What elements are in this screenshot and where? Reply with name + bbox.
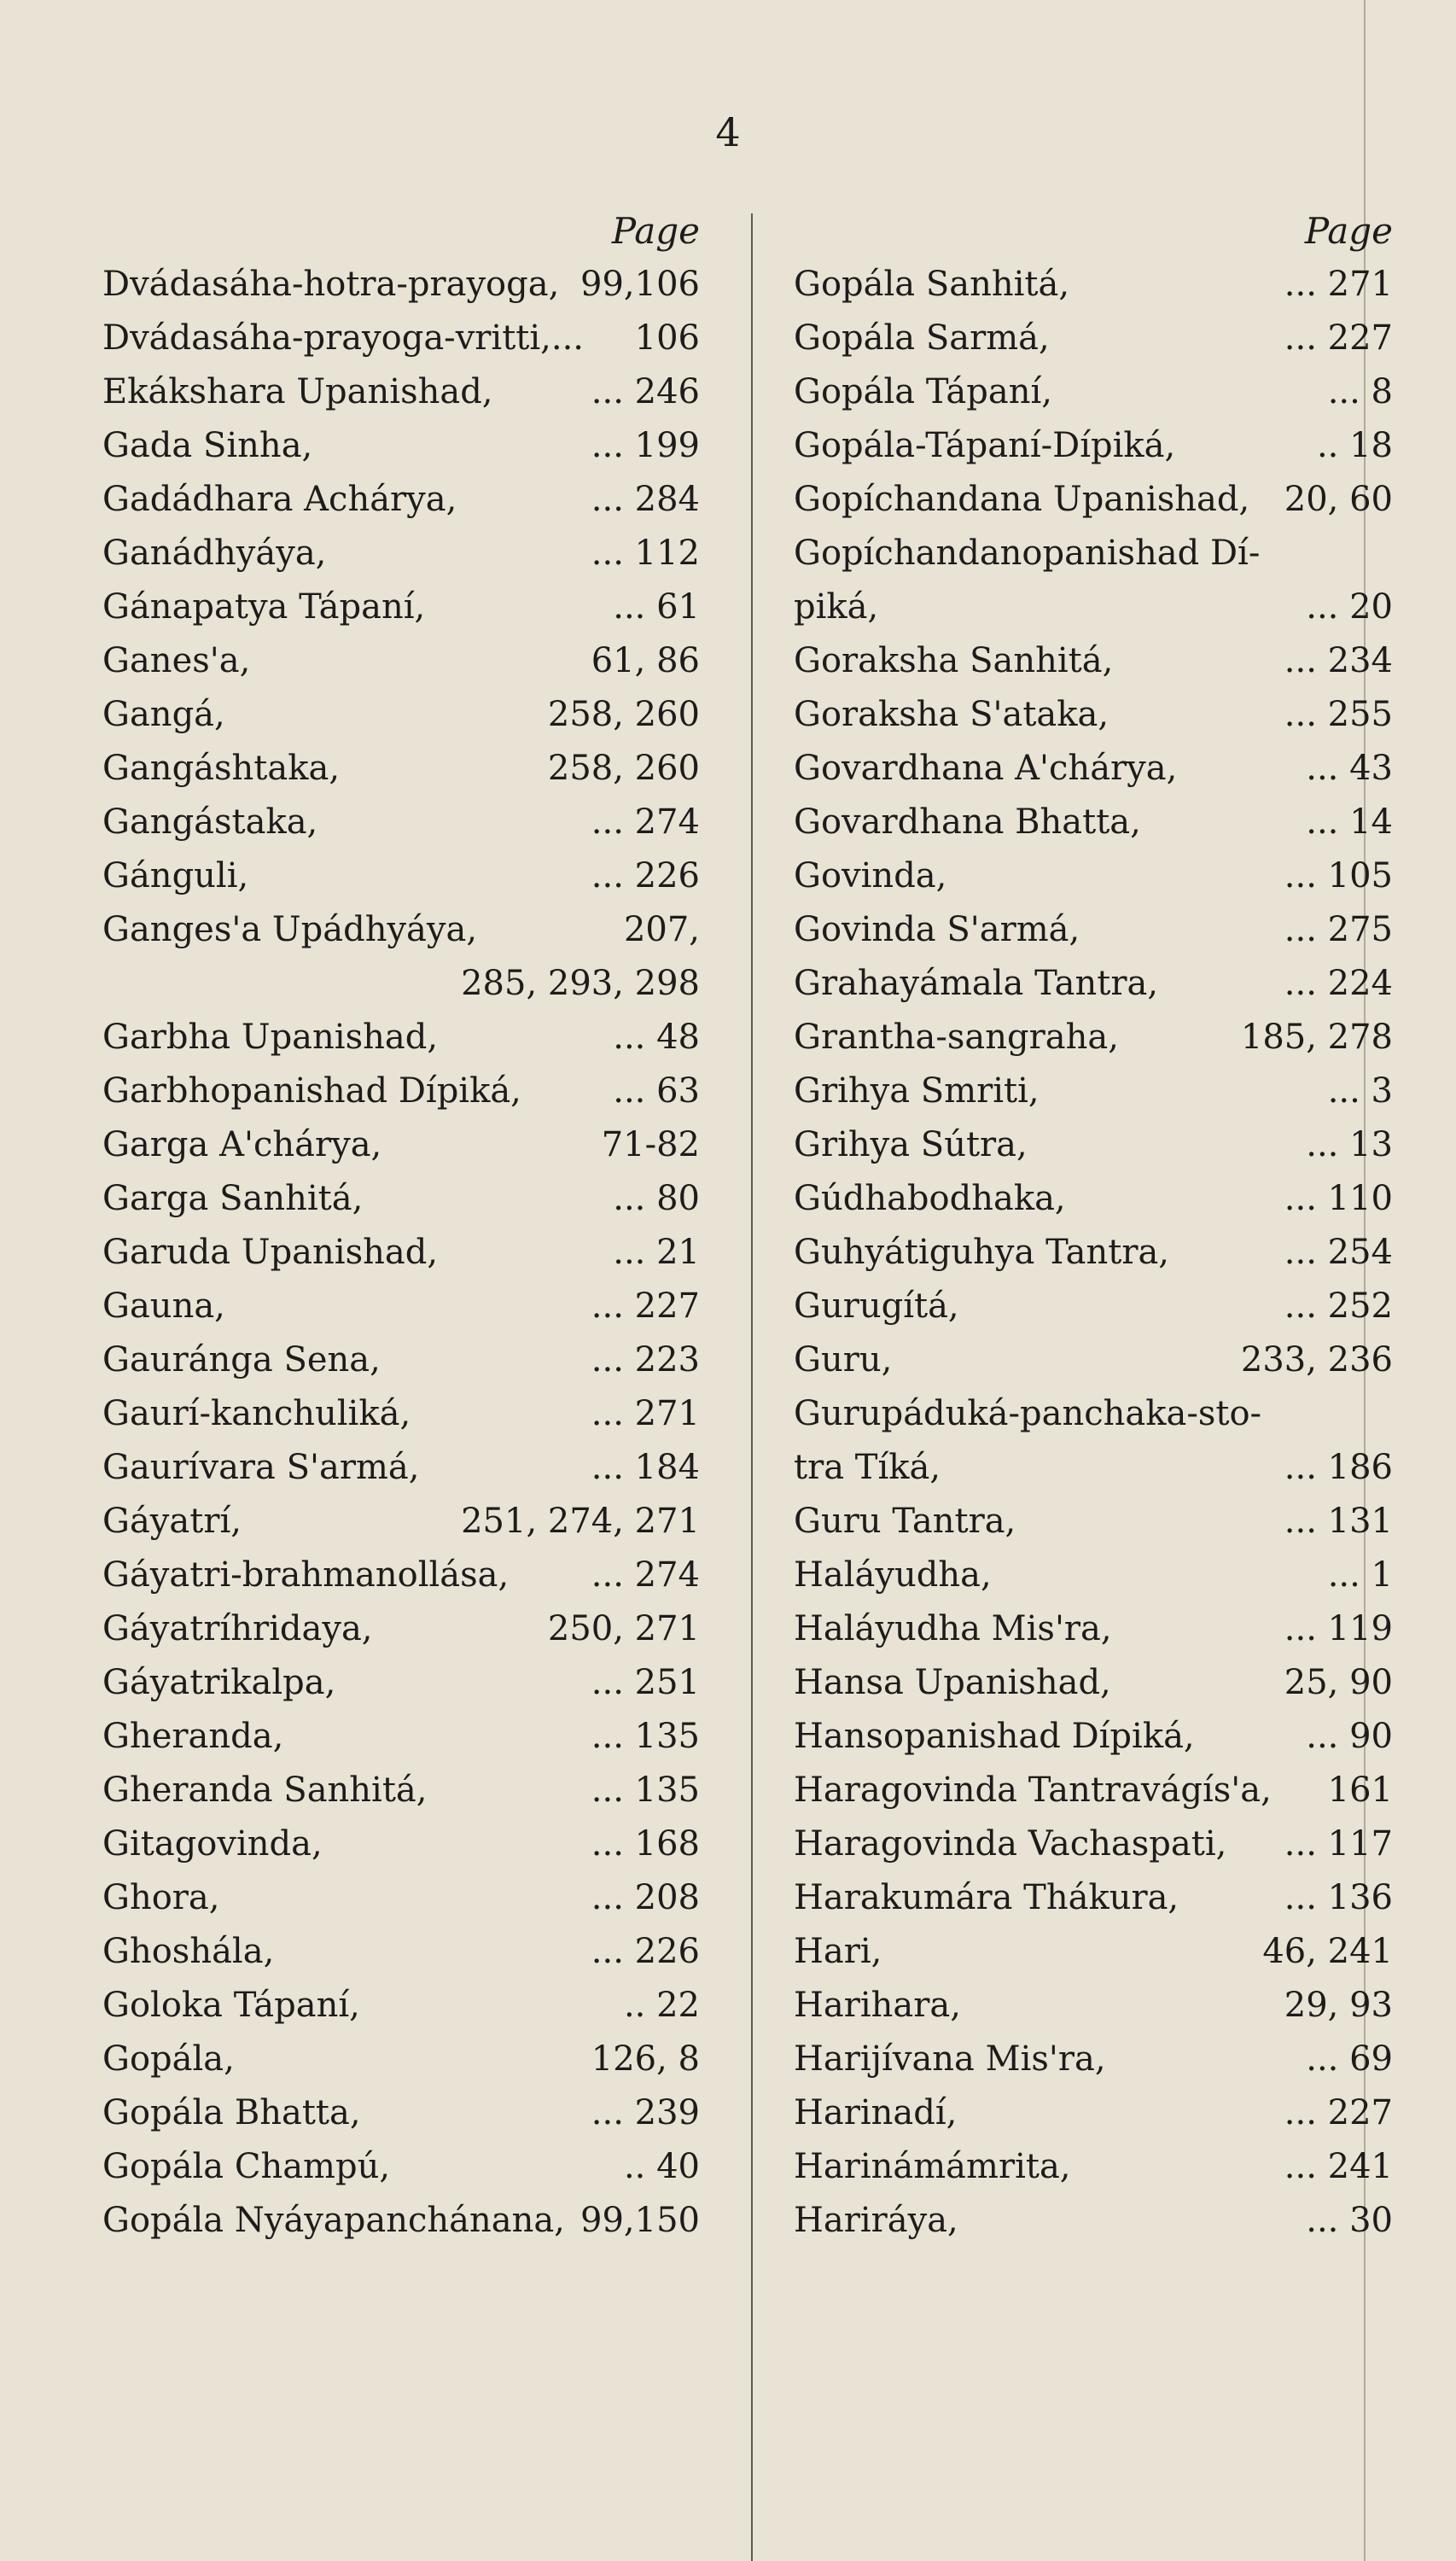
index-entry [794, 1280, 1393, 1333]
index-entry-name: Gada Sinha, [102, 426, 313, 465]
index-entry-pages: ... 227 [591, 1286, 700, 1326]
index-entry-name: Harihara, [794, 1986, 961, 2025]
index-entry-name: Govinda, [794, 856, 947, 895]
index-entry [794, 1172, 1393, 1226]
index-entry-name: Gopíchandana Upanishad, [794, 480, 1250, 519]
index-entry-pages: ... 135 [591, 1771, 700, 1810]
index-entry-name: Haragovinda Tantravágís'a, [794, 1771, 1272, 1810]
index-entry-pages: ... 30 [1306, 2201, 1393, 2240]
index-entry [794, 742, 1393, 796]
index-entry-pages: 258, 260 [547, 695, 700, 734]
index-entry-name: Harinámámrita, [794, 2147, 1071, 2186]
index-entry-name: Gopála, [102, 2039, 235, 2079]
index-entry [102, 1710, 700, 1764]
index-entry-name: Gáyatrikalpa, [102, 1663, 336, 1702]
index-entry-name: Haláyudha, [794, 1555, 992, 1595]
index-entry-name: Gopíchandanopanishad Dí- [794, 534, 1261, 573]
index-entry [102, 1549, 700, 1602]
index-entry-pages: 251, 274, 271 [461, 1502, 700, 1541]
index-entry-name: Gurupáduká-panchaka-sto- [794, 1394, 1262, 1433]
index-entry-pages: ... 3 [1327, 1071, 1393, 1111]
index-entry-pages: ... 252 [1284, 1286, 1393, 1326]
index-entry-name: Ganádhyáya, [102, 534, 327, 573]
index-entry-pages: ... 8 [1327, 372, 1393, 411]
index-entry-name: Goraksha Sanhitá, [794, 641, 1114, 680]
index-entry-name: Garga A'chárya, [102, 1125, 382, 1164]
index-entry-name: Hansa Upanishad, [794, 1663, 1111, 1702]
index-entry-name: Gurugítá, [794, 1286, 959, 1326]
index-entry-name: Guru Tantra, [794, 1502, 1016, 1541]
index-entry-pages: ... 224 [1284, 964, 1393, 1003]
index-entry-pages: ... 14 [1306, 802, 1393, 842]
index-entry-pages: ... 199 [591, 426, 700, 465]
index-entry-name: Hari, [794, 1932, 882, 1971]
index-entry [794, 1979, 1393, 2033]
index-entry-pages: ... 135 [591, 1717, 700, 1756]
index-entry [794, 1495, 1393, 1549]
index-entry-name: Gitagovinda, [102, 1824, 323, 1864]
index-entry-name: Goloka Tápaní, [102, 1986, 360, 2025]
index-entry-name: Gauna, [102, 1286, 225, 1326]
index-entry-pages: ... 251 [591, 1663, 700, 1702]
index-entry [794, 2140, 1393, 2194]
index-entry-name: Gáyatrí, [102, 1502, 242, 1541]
index-entry [102, 1387, 700, 1441]
index-entry [794, 1871, 1393, 1925]
index-entry [794, 1011, 1393, 1065]
index-entry [102, 1656, 700, 1710]
index-entry [102, 742, 700, 796]
index-entry-name: Gaurí-kanchuliká, [102, 1394, 411, 1433]
index-entry [794, 312, 1393, 365]
index-entry-name: Govardhana Bhatta, [794, 802, 1141, 842]
index-entry [794, 1925, 1393, 1979]
index-entry-pages: 258, 260 [547, 749, 700, 788]
index-entry [794, 957, 1393, 1011]
index-entry-name: Ganges'a Upádhyáya, [102, 910, 478, 949]
index-entry-name: Gáyatri-brahmanollása, [102, 1555, 510, 1595]
index-entry [102, 258, 700, 312]
index-entry-name: Gheranda Sanhitá, [102, 1771, 428, 1810]
index-entry-name: Ekákshara Upanishad, [102, 372, 493, 411]
index-entry [102, 580, 700, 634]
index-entry-name: Guru, [794, 1340, 893, 1380]
index-entry-name: Gáyatríhridaya, [102, 1609, 373, 1648]
index-entry-pages: ... 227 [1284, 2093, 1393, 2132]
index-entry [102, 1333, 700, 1387]
index-entry-name: Garga Sanhitá, [102, 1179, 364, 1218]
index-entry [794, 258, 1393, 312]
index-entry-name: Haragovinda Vachaspati, [794, 1824, 1227, 1864]
index-entry-name: Gangáshtaka, [102, 749, 341, 788]
index-entry [794, 1710, 1393, 1764]
index-entry [794, 1602, 1393, 1656]
index-entry [102, 1495, 700, 1549]
index-entry-name: Haláyudha Mis'ra, [794, 1609, 1112, 1648]
index-entry-pages: ... 61 [613, 587, 700, 627]
index-entry-pages: ... 131 [1284, 1502, 1393, 1541]
index-entry-name: Hariráya, [794, 2201, 958, 2240]
index-entry [794, 1656, 1393, 1710]
index-entry [794, 2033, 1393, 2086]
index-entry-pages: 233, 236 [1240, 1340, 1393, 1380]
index-entry-name: Harakumára Thákura, [794, 1878, 1179, 1917]
index-entry [794, 1065, 1393, 1118]
index-entry [102, 1871, 700, 1925]
index-entry-name: Gauránga Sena, [102, 1340, 381, 1380]
index-entry-pages: 61, 86 [591, 641, 700, 680]
index-entry [102, 1764, 700, 1817]
index-entry-name: Ganes'a, [102, 641, 251, 680]
index-entry [794, 1817, 1393, 1871]
index-entry-pages: 29, 93 [1284, 1986, 1393, 2025]
index-entry-pages: .. 18 [1316, 426, 1393, 465]
index-entry [794, 1226, 1393, 1280]
index-entry-pages: ... 90 [1306, 1717, 1393, 1756]
index-entry-pages: .. 22 [623, 1986, 700, 2025]
index-entry-name: Grahayámala Tantra, [794, 964, 1159, 1003]
index-entry-pages: ... 136 [1284, 1878, 1393, 1917]
index-entry [794, 688, 1393, 742]
index-entry-pages: 46, 241 [1262, 1932, 1393, 1971]
index-entry-pages: 250, 271 [547, 1609, 700, 1648]
index-entry-pages: 106 [634, 318, 700, 358]
index-entry-pages: ... 184 [591, 1448, 700, 1487]
index-entry-pages: ... 271 [591, 1394, 700, 1433]
index-entry [102, 1065, 700, 1118]
index-entry [794, 580, 1393, 634]
index-entry [102, 1441, 700, 1495]
index-entry [102, 1602, 700, 1656]
index-entry-name: Gangá, [102, 695, 225, 734]
index-entry-name: Guhyátiguhya Tantra, [794, 1233, 1170, 1272]
left-column [102, 205, 700, 2248]
index-entry [102, 527, 700, 580]
column-divider [751, 213, 753, 2561]
index-entry [102, 688, 700, 742]
index-entry-pages: 185, 278 [1240, 1018, 1393, 1057]
index-entry-pages: ... 239 [591, 2093, 700, 2132]
index-entry-pages: ... 208 [591, 1878, 700, 1917]
index-entry-name: Govinda S'armá, [794, 910, 1080, 949]
index-entry-pages: ... 274 [591, 1555, 700, 1595]
index-entry [102, 1925, 700, 1979]
index-entry-pages: ... 69 [1306, 2039, 1393, 2079]
index-entry-pages: ... 119 [1284, 1609, 1393, 1648]
index-entry [102, 2140, 700, 2194]
index-entry-pages: ... 284 [591, 480, 700, 519]
index-entry-pages: ... 246 [591, 372, 700, 411]
index-entry [102, 796, 700, 849]
index-entry [794, 796, 1393, 849]
index-entry [794, 849, 1393, 903]
index-entry-pages: ... 223 [591, 1340, 700, 1380]
index-entry [102, 1280, 700, 1333]
index-entry [102, 1817, 700, 1871]
index-entry-name: Gánguli, [102, 856, 249, 895]
index-entry-pages: ... 20 [1306, 587, 1393, 627]
index-entry-name: Grantha-sangraha, [794, 1018, 1119, 1057]
index-entry-name: Garbha Upanishad, [102, 1018, 439, 1057]
index-entry-pages: ... 168 [591, 1824, 700, 1864]
index-entry-pages: ... 254 [1284, 1233, 1393, 1272]
index-entry-name: Harijívana Mis'ra, [794, 2039, 1106, 2079]
index-entry-pages: ... 105 [1284, 856, 1393, 895]
index-entry-pages: ... 48 [613, 1018, 700, 1057]
index-entry-pages: 99,106 [580, 265, 700, 304]
index-entry [102, 849, 700, 903]
index-entry-name: Grihya Smriti, [794, 1071, 1040, 1111]
index-entry [794, 1387, 1393, 1441]
index-entry-pages: ... 110 [1284, 1179, 1393, 1218]
index-entry [794, 634, 1393, 688]
index-entry-name: Goraksha S'ataka, [794, 695, 1109, 734]
index-entry-pages: 161 [1327, 1771, 1393, 1810]
index-entry-name: Gopála Nyáyapanchánana, [102, 2201, 565, 2240]
index-entry-name: Gánapatya Tápaní, [102, 587, 426, 627]
index-entry-name: Ghoshála, [102, 1932, 275, 1971]
index-entry-pages: ... 13 [1306, 1125, 1393, 1164]
index-entry-name: Gangástaka, [102, 802, 318, 842]
index-entry-name: Grihya Sútra, [794, 1125, 1028, 1164]
index-entry [102, 419, 700, 473]
index-entry-pages: ... 63 [613, 1071, 700, 1111]
index-entry [102, 312, 700, 365]
index-entry-name: Dvádasáha-hotra-prayoga, [102, 265, 560, 304]
index-entry-pages: ... 1 [1327, 1555, 1393, 1595]
index-entry [102, 1118, 700, 1172]
index-entry-pages: 20, 60 [1284, 480, 1393, 519]
index-entry-name: piká, [794, 587, 879, 627]
index-entry-pages: ... 271 [1284, 265, 1393, 304]
index-entry-name: Gopála Sarmá, [794, 318, 1050, 358]
index-entry-pages: ... 241 [1284, 2147, 1393, 2186]
index-entry [102, 903, 700, 957]
index-entry [794, 2194, 1393, 2248]
right-column-page-header: Page [1304, 210, 1393, 252]
index-entry [794, 903, 1393, 957]
left-index-list [102, 258, 700, 2248]
index-entry-name: Gopála Tápaní, [794, 372, 1052, 411]
index-entry [102, 1011, 700, 1065]
left-column-page-header: Page [611, 210, 700, 252]
right-index-list [794, 258, 1393, 2248]
index-entry-name: Hansopanishad Dípiká, [794, 1717, 1195, 1756]
index-entry-pages: ... 274 [591, 802, 700, 842]
index-entry-name: Garbhopanishad Dípiká, [102, 1071, 521, 1111]
index-entry-pages: ... 43 [1306, 749, 1393, 788]
right-column [794, 205, 1393, 2248]
index-entry [102, 2033, 700, 2086]
index-entry-pages: ... 117 [1284, 1824, 1393, 1864]
index-entry [102, 2086, 700, 2140]
index-entry-name: Gopála-Tápaní-Dípiká, [794, 426, 1176, 465]
index-entry-name: Gopála Sanhitá, [794, 265, 1070, 304]
index-entry [102, 957, 700, 1011]
index-entry [794, 1764, 1393, 1817]
index-entry-name: Gopála Bhatta, [102, 2093, 361, 2132]
index-entry-name: tra Tíká, [794, 1448, 941, 1487]
index-entry [794, 1118, 1393, 1172]
index-entry [102, 473, 700, 527]
index-entry [794, 527, 1393, 580]
index-entry [794, 365, 1393, 419]
index-entry-name: Garuda Upanishad, [102, 1233, 439, 1272]
index-entry-name: Gheranda, [102, 1717, 284, 1756]
index-entry-name: Govardhana A'chárya, [794, 749, 1178, 788]
index-entry [102, 1172, 700, 1226]
index-entry-pages: .. 40 [623, 2147, 700, 2186]
index-entry [102, 1226, 700, 1280]
index-entry-pages: ... 226 [591, 856, 700, 895]
page-number: 4 [715, 109, 741, 155]
index-entry-pages: 99,150 [580, 2201, 700, 2240]
index-entry-pages: 207, [623, 910, 700, 949]
index-entry [102, 634, 700, 688]
index-entry [102, 365, 700, 419]
index-entry-pages: ... 234 [1284, 641, 1393, 680]
index-entry [794, 2086, 1393, 2140]
index-entry [794, 473, 1393, 527]
index-entry-pages: ... 21 [613, 1233, 700, 1272]
index-entry-pages: ... 80 [613, 1179, 700, 1218]
index-entry-name: Gadádhara Achárya, [102, 480, 457, 519]
index-entry [794, 419, 1393, 473]
index-entry-name: Ghora, [102, 1878, 220, 1917]
index-entry-pages: ... 112 [591, 534, 700, 573]
index-entry [794, 1441, 1393, 1495]
index-entry [794, 1333, 1393, 1387]
index-entry-name: Gaurívara S'armá, [102, 1448, 420, 1487]
index-entry-pages: 71-82 [601, 1125, 700, 1164]
index-entry-pages: 285, 293, 298 [461, 964, 700, 1003]
index-entry-name: Gúdhabodhaka, [794, 1179, 1066, 1218]
index-entry-pages: 25, 90 [1284, 1663, 1393, 1702]
index-entry-pages: ... 255 [1284, 695, 1393, 734]
index-entry-name: Harinadí, [794, 2093, 958, 2132]
index-entry [102, 1979, 700, 2033]
index-entry-pages: 126, 8 [591, 2039, 700, 2079]
index-entry [102, 2194, 700, 2248]
index-entry-name: Dvádasáha-prayoga-vritti,... [102, 318, 585, 358]
index-entry-pages: ... 227 [1284, 318, 1393, 358]
index-entry-name: Gopála Champú, [102, 2147, 391, 2186]
index-entry-pages: ... 226 [591, 1932, 700, 1971]
index-entry-pages: ... 275 [1284, 910, 1393, 949]
index-entry-pages: ... 186 [1284, 1448, 1393, 1487]
index-entry [794, 1549, 1393, 1602]
